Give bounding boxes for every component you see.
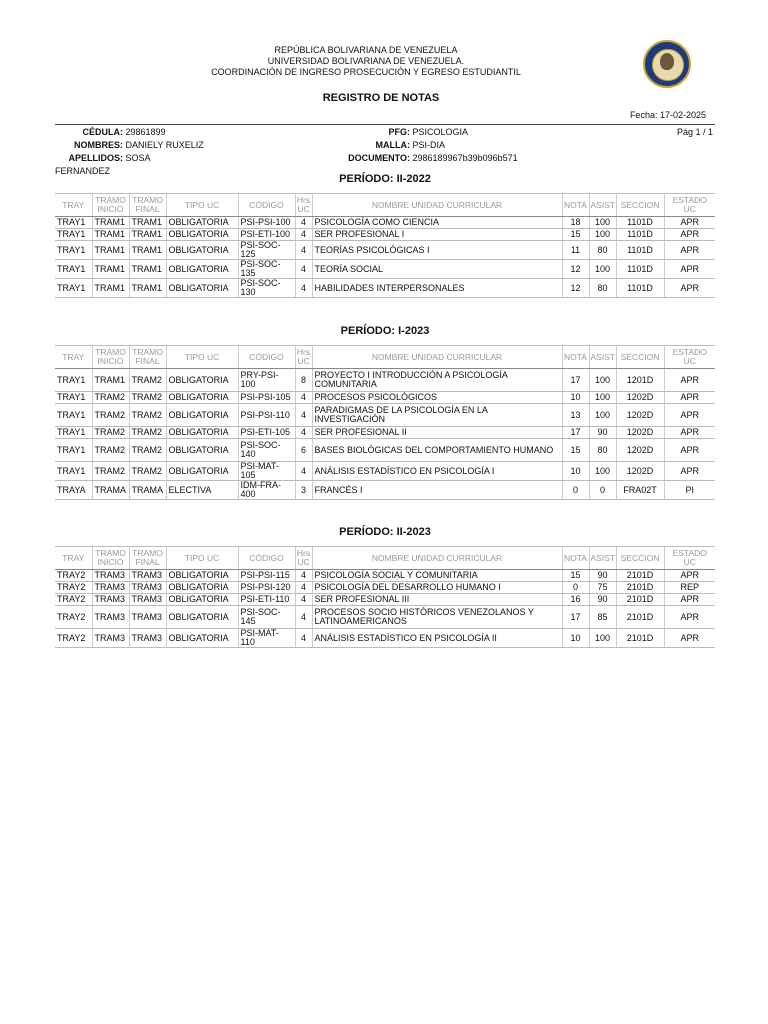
- cell-tray: TRAY2: [55, 570, 92, 582]
- cell-nota: 17: [562, 606, 589, 629]
- header-line-1: REPÚBLICA BOLIVARIANA DE VENEZUELA: [274, 45, 458, 55]
- cell-nota: 0: [562, 481, 589, 500]
- student-info-right: [300, 126, 560, 165]
- cell-estado-uc: REP: [664, 582, 715, 594]
- cell-tramo-final: TRAM3: [129, 594, 166, 606]
- cell-tramo-inicio: TRAM2: [92, 462, 129, 481]
- column-header-tray: TRAY: [55, 547, 92, 570]
- cell-nombre-uc: PROCESOS SOCIO HISTÓRICOS VENEZOLANOS Y LATINOAMERICANOS: [312, 606, 562, 629]
- cell-hrs-uc: 4: [295, 582, 312, 594]
- table-row: [55, 481, 715, 500]
- cell-seccion: 1202D: [616, 439, 664, 462]
- cell-seccion: 1101D: [616, 241, 664, 260]
- table-row: [55, 279, 715, 298]
- table-row: [55, 570, 715, 582]
- column-header-nombre-uc: NOMBRE UNIDAD CURRICULAR: [312, 547, 562, 570]
- cell-nota: 15: [562, 229, 589, 241]
- column-header-estado-uc: ESTADO UC: [664, 346, 715, 369]
- table-row: [55, 462, 715, 481]
- cell-tray: TRAY1: [55, 229, 92, 241]
- cell-estado-uc: APR: [664, 439, 715, 462]
- cell-asist: 75: [589, 582, 616, 594]
- cell-nombre-uc: HABILIDADES INTERPERSONALES: [312, 279, 562, 298]
- cell-tramo-inicio: TRAM1: [92, 229, 129, 241]
- cell-codigo: PSI-SOC-140: [238, 439, 295, 462]
- cell-estado-uc: APR: [664, 369, 715, 392]
- cell-tipo-uc: OBLIGATORIA: [166, 229, 238, 241]
- cell-seccion: 1202D: [616, 404, 664, 427]
- cell-seccion: 1202D: [616, 427, 664, 439]
- cell-nota: 10: [562, 392, 589, 404]
- cell-hrs-uc: 4: [295, 462, 312, 481]
- column-header-hrs-uc: Hrs UC: [295, 547, 312, 570]
- cell-seccion: 2101D: [616, 570, 664, 582]
- cell-codigo: PRY-PSI-100: [238, 369, 295, 392]
- cell-tipo-uc: OBLIGATORIA: [166, 260, 238, 279]
- cell-tray: TRAY1: [55, 241, 92, 260]
- malla-label: MALLA:: [375, 140, 410, 150]
- cell-hrs-uc: 4: [295, 217, 312, 229]
- cell-nota: 13: [562, 404, 589, 427]
- cell-tramo-inicio: TRAM3: [92, 582, 129, 594]
- table-header: [55, 346, 715, 369]
- cell-hrs-uc: 4: [295, 241, 312, 260]
- cell-hrs-uc: 4: [295, 229, 312, 241]
- cell-codigo: PSI-MAT-105: [238, 462, 295, 481]
- cell-tramo-inicio: TRAM1: [92, 241, 129, 260]
- cell-tray: TRAY1: [55, 427, 92, 439]
- column-header-hrs-uc: Hrs UC: [295, 194, 312, 217]
- date-label: Fecha: 17-02-2025: [629, 110, 706, 120]
- column-header-asist: ASIST: [589, 346, 616, 369]
- cell-tray: TRAY2: [55, 606, 92, 629]
- cell-tramo-inicio: TRAM2: [92, 439, 129, 462]
- cell-hrs-uc: 4: [295, 404, 312, 427]
- cell-hrs-uc: 4: [295, 392, 312, 404]
- table-row: [55, 217, 715, 229]
- cell-asist: 100: [589, 629, 616, 648]
- cell-estado-uc: APR: [664, 229, 715, 241]
- cell-tray: TRAY2: [55, 582, 92, 594]
- cell-estado-uc: APR: [664, 404, 715, 427]
- cell-tipo-uc: OBLIGATORIA: [166, 404, 238, 427]
- cell-tipo-uc: OBLIGATORIA: [166, 279, 238, 298]
- period-title: PERÍODO: II-2022: [339, 173, 431, 185]
- cell-estado-uc: APR: [664, 606, 715, 629]
- cell-tray: TRAY1: [55, 279, 92, 298]
- cell-estado-uc: APR: [664, 279, 715, 298]
- cell-tramo-final: TRAM1: [129, 279, 166, 298]
- cell-tray: TRAY1: [55, 439, 92, 462]
- grades-table: [55, 193, 715, 298]
- cell-asist: 100: [589, 462, 616, 481]
- cell-tramo-final: TRAM3: [129, 570, 166, 582]
- column-header-asist: ASIST: [589, 194, 616, 217]
- cell-nota: 15: [562, 570, 589, 582]
- cell-nombre-uc: FRANCÉS I: [312, 481, 562, 500]
- cell-asist: 100: [589, 217, 616, 229]
- table-row: [55, 260, 715, 279]
- cell-tramo-inicio: TRAMA: [92, 481, 129, 500]
- cell-seccion: 1202D: [616, 392, 664, 404]
- cell-nombre-uc: BASES BIOLÓGICAS DEL COMPORTAMIENTO HUMANO: [312, 439, 562, 462]
- cell-nombre-uc: PROYECTO I INTRODUCCIÓN A PSICOLOGÍA COMUNITARIA: [312, 369, 562, 392]
- cell-asist: 100: [589, 392, 616, 404]
- cell-tray: TRAY2: [55, 629, 92, 648]
- column-header-seccion: SECCION: [616, 346, 664, 369]
- cell-tramo-final: TRAM1: [129, 260, 166, 279]
- cell-asist: 90: [589, 594, 616, 606]
- cell-asist: 90: [589, 570, 616, 582]
- cell-seccion: 2101D: [616, 606, 664, 629]
- header-line-3: COORDINACIÓN DE INGRESO PROSECUCIÓN Y EGRESO ESTUDIANTIL: [211, 67, 521, 77]
- column-header-tramo-inicio: TRAMO INICIO: [92, 194, 129, 217]
- cell-nota: 12: [562, 279, 589, 298]
- documento-value: 2986189967b39b096b571: [412, 153, 518, 163]
- cell-hrs-uc: 4: [295, 260, 312, 279]
- cell-tramo-final: TRAM2: [129, 404, 166, 427]
- cell-tramo-final: TRAM1: [129, 217, 166, 229]
- cell-estado-uc: APR: [664, 217, 715, 229]
- cell-seccion: 2101D: [616, 594, 664, 606]
- cell-nombre-uc: TEORÍA SOCIAL: [312, 260, 562, 279]
- cell-nota: 0: [562, 582, 589, 594]
- column-header-tipo-uc: TIPO UC: [166, 547, 238, 570]
- cell-tramo-final: TRAM2: [129, 427, 166, 439]
- table-row: [55, 439, 715, 462]
- cell-tramo-inicio: TRAM2: [92, 392, 129, 404]
- cell-asist: 90: [589, 427, 616, 439]
- cell-tray: TRAYA: [55, 481, 92, 500]
- column-header-nota: NOTA: [562, 547, 589, 570]
- cell-tipo-uc: OBLIGATORIA: [166, 241, 238, 260]
- cell-tipo-uc: OBLIGATORIA: [166, 392, 238, 404]
- table-row: [55, 392, 715, 404]
- cell-tipo-uc: OBLIGATORIA: [166, 570, 238, 582]
- table-row: [55, 582, 715, 594]
- column-header-codigo: CÓDIGO: [238, 547, 295, 570]
- cell-tramo-inicio: TRAM3: [92, 594, 129, 606]
- column-header-nombre-uc: NOMBRE UNIDAD CURRICULAR: [312, 346, 562, 369]
- cell-nota: 17: [562, 369, 589, 392]
- cell-estado-uc: APR: [664, 392, 715, 404]
- column-header-tramo-inicio: TRAMO INICIO: [92, 346, 129, 369]
- pfg-value: PSICOLOGIA: [412, 127, 469, 137]
- cell-tramo-inicio: TRAM1: [92, 217, 129, 229]
- cell-tray: TRAY1: [55, 392, 92, 404]
- cell-nombre-uc: PARADIGMAS DE LA PSICOLOGÍA EN LA INVESTIGACIÓN: [312, 404, 562, 427]
- table-row: [55, 629, 715, 648]
- cell-nombre-uc: PSICOLOGÍA SOCIAL Y COMUNITARIA: [312, 570, 562, 582]
- table-header: [55, 194, 715, 217]
- cell-nombre-uc: ANÁLISIS ESTADÍSTICO EN PSICOLOGÍA I: [312, 462, 562, 481]
- column-header-seccion: SECCION: [616, 194, 664, 217]
- cell-tramo-inicio: TRAM3: [92, 606, 129, 629]
- cell-codigo: PSI-ETI-100: [238, 229, 295, 241]
- university-seal-icon: [643, 40, 691, 88]
- cell-hrs-uc: 3: [295, 481, 312, 500]
- cell-seccion: 1201D: [616, 369, 664, 392]
- cell-tramo-final: TRAM3: [129, 582, 166, 594]
- cell-nota: 11: [562, 241, 589, 260]
- cell-tray: TRAY1: [55, 462, 92, 481]
- column-header-tramo-final: TRAMO FINAL: [129, 194, 166, 217]
- column-header-nota: NOTA: [562, 194, 589, 217]
- cell-estado-uc: APR: [664, 594, 715, 606]
- cell-seccion: 2101D: [616, 582, 664, 594]
- cell-tipo-uc: OBLIGATORIA: [166, 629, 238, 648]
- grades-table: [55, 345, 715, 500]
- table-row: [55, 594, 715, 606]
- cell-nombre-uc: PSICOLOGÍA COMO CIENCIA: [312, 217, 562, 229]
- cell-asist: 100: [589, 369, 616, 392]
- documento-label: DOCUMENTO:: [348, 153, 410, 163]
- cell-nota: 16: [562, 594, 589, 606]
- cell-seccion: 1101D: [616, 260, 664, 279]
- column-header-tipo-uc: TIPO UC: [166, 346, 238, 369]
- column-header-nota: NOTA: [562, 346, 589, 369]
- header-line-2: UNIVERSIDAD BOLIVARIANA DE VENEZUELA.: [267, 56, 465, 66]
- nombres-label: NOMBRES:: [74, 140, 123, 150]
- cell-nota: 10: [562, 629, 589, 648]
- cell-estado-uc: PI: [664, 481, 715, 500]
- cell-asist: 80: [589, 241, 616, 260]
- cell-tramo-final: TRAM2: [129, 369, 166, 392]
- cell-tramo-final: TRAM3: [129, 606, 166, 629]
- cedula-label: CÉDULA:: [82, 127, 123, 137]
- cell-asist: 80: [589, 279, 616, 298]
- cell-seccion: 2101D: [616, 629, 664, 648]
- cell-codigo: PSI-SOC-125: [238, 241, 295, 260]
- cell-seccion: 1101D: [616, 279, 664, 298]
- cell-tipo-uc: OBLIGATORIA: [166, 594, 238, 606]
- cell-tramo-final: TRAM2: [129, 439, 166, 462]
- column-header-hrs-uc: Hrs UC: [295, 346, 312, 369]
- cell-asist: 100: [589, 260, 616, 279]
- cell-tramo-inicio: TRAM2: [92, 404, 129, 427]
- cell-hrs-uc: 4: [295, 279, 312, 298]
- cell-nombre-uc: TEORÍAS PSICOLÓGICAS I: [312, 241, 562, 260]
- cell-tramo-inicio: TRAM1: [92, 369, 129, 392]
- cell-tray: TRAY1: [55, 217, 92, 229]
- malla-value: PSI-DIA: [412, 140, 446, 150]
- cell-nota: 18: [562, 217, 589, 229]
- cell-hrs-uc: 8: [295, 369, 312, 392]
- student-info-left: [55, 126, 205, 178]
- cell-estado-uc: APR: [664, 427, 715, 439]
- table-row: [55, 427, 715, 439]
- cell-tipo-uc: OBLIGATORIA: [166, 462, 238, 481]
- column-header-asist: ASIST: [589, 547, 616, 570]
- cell-tipo-uc: OBLIGATORIA: [166, 217, 238, 229]
- cell-estado-uc: APR: [664, 260, 715, 279]
- cell-codigo: PSI-MAT-110: [238, 629, 295, 648]
- column-header-tray: TRAY: [55, 346, 92, 369]
- page-number: Pág 1 / 1: [676, 127, 713, 137]
- cell-codigo: PSI-PSI-110: [238, 404, 295, 427]
- cell-tramo-final: TRAM1: [129, 229, 166, 241]
- cell-hrs-uc: 4: [295, 606, 312, 629]
- cell-seccion: 1101D: [616, 229, 664, 241]
- cell-nombre-uc: SER PROFESIONAL III: [312, 594, 562, 606]
- cell-nombre-uc: ANÁLISIS ESTADÍSTICO EN PSICOLOGÍA II: [312, 629, 562, 648]
- column-header-estado-uc: ESTADO UC: [664, 194, 715, 217]
- cell-codigo: PSI-SOC-145: [238, 606, 295, 629]
- column-header-estado-uc: ESTADO UC: [664, 547, 715, 570]
- cell-codigo: IDM-FRA-400: [238, 481, 295, 500]
- cell-seccion: FRA02T: [616, 481, 664, 500]
- cell-seccion: 1202D: [616, 462, 664, 481]
- cell-nombre-uc: PSICOLOGÍA DEL DESARROLLO HUMANO I: [312, 582, 562, 594]
- cell-estado-uc: APR: [664, 241, 715, 260]
- pfg-label: PFG:: [388, 127, 410, 137]
- cell-nombre-uc: SER PROFESIONAL I: [312, 229, 562, 241]
- column-header-nombre-uc: NOMBRE UNIDAD CURRICULAR: [312, 194, 562, 217]
- cell-codigo: PSI-PSI-100: [238, 217, 295, 229]
- apellidos-label: APELLIDOS:: [68, 153, 123, 163]
- institution-header: [0, 45, 732, 78]
- column-header-codigo: CÓDIGO: [238, 194, 295, 217]
- grades-table: [55, 546, 715, 648]
- cell-asist: 0: [589, 481, 616, 500]
- cell-nota: 12: [562, 260, 589, 279]
- cell-codigo: PSI-SOC-135: [238, 260, 295, 279]
- cell-tipo-uc: OBLIGATORIA: [166, 427, 238, 439]
- period-title: PERÍODO: II-2023: [339, 526, 431, 538]
- period-title: PERÍODO: I-2023: [340, 325, 430, 337]
- apellidos-value: SOSA FERNANDEZ: [55, 153, 151, 176]
- table-row: [55, 606, 715, 629]
- cell-hrs-uc: 4: [295, 427, 312, 439]
- cell-tray: TRAY1: [55, 260, 92, 279]
- column-header-codigo: CÓDIGO: [238, 346, 295, 369]
- cell-tray: TRAY2: [55, 594, 92, 606]
- cell-tipo-uc: OBLIGATORIA: [166, 369, 238, 392]
- cell-nombre-uc: SER PROFESIONAL II: [312, 427, 562, 439]
- cedula-value: 29861899: [125, 127, 166, 137]
- cell-tramo-inicio: TRAM1: [92, 279, 129, 298]
- cell-tramo-final: TRAM1: [129, 241, 166, 260]
- cell-tipo-uc: OBLIGATORIA: [166, 606, 238, 629]
- table-row: [55, 229, 715, 241]
- nombres-value: DANIELY RUXELIZ: [125, 140, 204, 150]
- cell-codigo: PSI-PSI-105: [238, 392, 295, 404]
- page-title: REGISTRO DE NOTAS: [322, 92, 440, 104]
- cell-tramo-final: TRAMA: [129, 481, 166, 500]
- cell-codigo: PSI-SOC-130: [238, 279, 295, 298]
- cell-estado-uc: APR: [664, 570, 715, 582]
- cell-tipo-uc: ELECTIVA: [166, 481, 238, 500]
- table-row: [55, 404, 715, 427]
- cell-hrs-uc: 4: [295, 594, 312, 606]
- table-row: [55, 241, 715, 260]
- cell-seccion: 1101D: [616, 217, 664, 229]
- cell-tramo-inicio: TRAM3: [92, 629, 129, 648]
- cell-tramo-inicio: TRAM1: [92, 260, 129, 279]
- cell-estado-uc: APR: [664, 629, 715, 648]
- cell-tipo-uc: OBLIGATORIA: [166, 439, 238, 462]
- cell-hrs-uc: 4: [295, 629, 312, 648]
- cell-codigo: PSI-ETI-110: [238, 594, 295, 606]
- cell-tramo-final: TRAM2: [129, 392, 166, 404]
- table-header: [55, 547, 715, 570]
- cell-estado-uc: APR: [664, 462, 715, 481]
- cell-tray: TRAY1: [55, 369, 92, 392]
- cell-tramo-final: TRAM3: [129, 629, 166, 648]
- cell-asist: 80: [589, 439, 616, 462]
- cell-tray: TRAY1: [55, 404, 92, 427]
- cell-codigo: PSI-ETI-105: [238, 427, 295, 439]
- cell-nota: 15: [562, 439, 589, 462]
- column-header-tramo-inicio: TRAMO INICIO: [92, 547, 129, 570]
- cell-nota: 10: [562, 462, 589, 481]
- cell-asist: 100: [589, 404, 616, 427]
- column-header-tramo-final: TRAMO FINAL: [129, 346, 166, 369]
- cell-tipo-uc: OBLIGATORIA: [166, 582, 238, 594]
- cell-hrs-uc: 4: [295, 570, 312, 582]
- column-header-tipo-uc: TIPO UC: [166, 194, 238, 217]
- cell-asist: 100: [589, 229, 616, 241]
- cell-codigo: PSI-PSI-120: [238, 582, 295, 594]
- cell-nombre-uc: PROCESOS PSICOLÓGICOS: [312, 392, 562, 404]
- cell-nota: 17: [562, 427, 589, 439]
- table-row: [55, 369, 715, 392]
- cell-codigo: PSI-PSI-115: [238, 570, 295, 582]
- cell-tramo-inicio: TRAM3: [92, 570, 129, 582]
- cell-asist: 85: [589, 606, 616, 629]
- column-header-tramo-final: TRAMO FINAL: [129, 547, 166, 570]
- column-header-tray: TRAY: [55, 194, 92, 217]
- column-header-seccion: SECCION: [616, 547, 664, 570]
- cell-tramo-inicio: TRAM2: [92, 427, 129, 439]
- divider: [55, 124, 715, 125]
- cell-tramo-final: TRAM2: [129, 462, 166, 481]
- cell-hrs-uc: 6: [295, 439, 312, 462]
